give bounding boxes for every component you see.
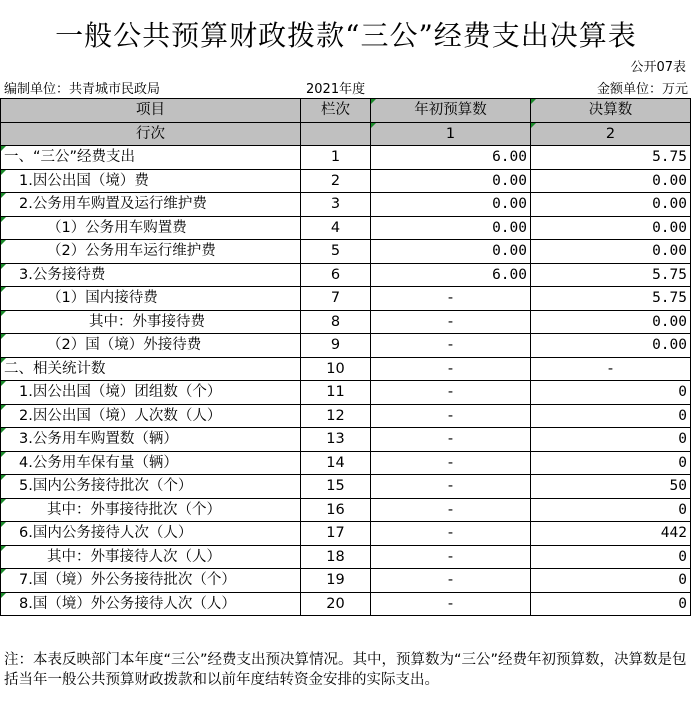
row-item: 1.因公出国（境）团组数（个） (1, 381, 301, 405)
row-final: 0.00 (531, 334, 691, 358)
row-final: - (531, 357, 691, 381)
row-item: 8.国（境）外公务接待人次（人） (1, 592, 301, 616)
row-final: 0.00 (531, 216, 691, 240)
row-final: 0 (531, 498, 691, 522)
table-row (1, 310, 691, 334)
row-item: 7.国（境）外公务接待批次（个） (1, 569, 301, 593)
row-number: 2 (301, 169, 371, 193)
row-number: 13 (301, 428, 371, 452)
row-item: 6.国内公务接待人次（人） (1, 522, 301, 546)
row-number: 1 (301, 146, 371, 170)
row-number: 3 (301, 193, 371, 217)
row-item: 二、相关统计数 (1, 357, 301, 381)
row-number: 10 (301, 357, 371, 381)
header-budget: 年初预算数 (371, 99, 531, 123)
row-number: 17 (301, 522, 371, 546)
row-final: 0 (531, 381, 691, 405)
row-item: 其中：外事接待批次（个） (1, 498, 301, 522)
header-final: 决算数 (531, 99, 691, 123)
row-number: 4 (301, 216, 371, 240)
row-number: 8 (301, 310, 371, 334)
table-row (1, 263, 691, 287)
table-row (1, 216, 691, 240)
index-budget: 1 (371, 122, 531, 146)
row-final: 0 (531, 592, 691, 616)
row-final: 0.00 (531, 169, 691, 193)
row-budget: - (371, 404, 531, 428)
compiling-unit: 编制单位：共青城市民政局 (4, 82, 161, 97)
table-header-row (1, 99, 691, 123)
row-item: 一、“三公”经费支出 (1, 146, 301, 170)
row-final: 5.75 (531, 287, 691, 311)
row-final: 0.00 (531, 310, 691, 334)
row-item: 2.因公出国（境）人次数（人） (1, 404, 301, 428)
row-number: 15 (301, 475, 371, 499)
row-budget: 6.00 (371, 263, 531, 287)
row-final: 5.75 (531, 146, 691, 170)
report-header (0, 52, 692, 96)
row-final: 0.00 (531, 193, 691, 217)
row-item: 3.公务用车购置数（辆） (1, 428, 301, 452)
row-number: 11 (301, 381, 371, 405)
row-number: 12 (301, 404, 371, 428)
row-number: 14 (301, 451, 371, 475)
table-row (1, 146, 691, 170)
table-row (1, 451, 691, 475)
row-budget: - (371, 310, 531, 334)
row-budget: - (371, 451, 531, 475)
row-item: （2）国（境）外接待费 (1, 334, 301, 358)
row-budget: - (371, 545, 531, 569)
row-budget: 0.00 (371, 240, 531, 264)
expenditure-table (0, 98, 691, 616)
row-final: 0.00 (531, 240, 691, 264)
row-item: 1.因公出国（境）费 (1, 169, 301, 193)
row-final: 0 (531, 569, 691, 593)
table-row (1, 169, 691, 193)
row-budget: - (371, 381, 531, 405)
index-item: 行次 (1, 122, 301, 146)
table-row (1, 522, 691, 546)
row-item: 4.公务用车保有量（辆） (1, 451, 301, 475)
row-final: 50 (531, 475, 691, 499)
row-final: 0 (531, 428, 691, 452)
row-budget: - (371, 498, 531, 522)
table-row (1, 498, 691, 522)
table-row (1, 240, 691, 264)
row-number: 18 (301, 545, 371, 569)
header-no: 栏次 (301, 99, 371, 123)
row-number: 5 (301, 240, 371, 264)
table-row (1, 545, 691, 569)
row-budget: - (371, 522, 531, 546)
row-number: 9 (301, 334, 371, 358)
table-row (1, 334, 691, 358)
row-budget: - (371, 569, 531, 593)
header-item: 项目 (1, 99, 301, 123)
index-row (1, 122, 691, 146)
table-row (1, 404, 691, 428)
row-item: （1）公务用车购置费 (1, 216, 301, 240)
row-budget: 0.00 (371, 193, 531, 217)
row-item: （2）公务用车运行维护费 (1, 240, 301, 264)
row-final: 0 (531, 451, 691, 475)
table-row (1, 193, 691, 217)
index-no (301, 122, 371, 146)
row-item: （1）国内接待费 (1, 287, 301, 311)
page-title: 一般公共预算财政拨款“三公”经费支出决算表 (55, 19, 637, 52)
row-item: 其中：外事接待人次（人） (1, 545, 301, 569)
table-row (1, 592, 691, 616)
money-unit: 金额单位：万元 (596, 82, 688, 97)
footnote: 注：本表反映部门本年度“三公”经费支出预决算情况。其中，预算数为“三公”经费年初预算数，决算数是包括当年一般公共预算财政拨款和以前年度结转资金安排的实际支出。 (4, 652, 687, 688)
table-code: 公开07表 (630, 60, 686, 75)
row-item: 5.国内公务接待批次（个） (1, 475, 301, 499)
row-budget: 0.00 (371, 169, 531, 193)
row-final: 442 (531, 522, 691, 546)
table-row (1, 569, 691, 593)
row-budget: - (371, 592, 531, 616)
row-budget: - (371, 357, 531, 381)
row-number: 19 (301, 569, 371, 593)
row-number: 20 (301, 592, 371, 616)
row-number: 16 (301, 498, 371, 522)
row-number: 7 (301, 287, 371, 311)
table-row (1, 357, 691, 381)
row-item: 3.公务接待费 (1, 263, 301, 287)
row-number: 6 (301, 263, 371, 287)
report-year: 2021年度 (306, 82, 366, 97)
row-budget: 0.00 (371, 216, 531, 240)
table-row (1, 475, 691, 499)
table-row (1, 428, 691, 452)
row-final: 5.75 (531, 263, 691, 287)
row-final: 0 (531, 545, 691, 569)
table-row (1, 287, 691, 311)
row-final: 0 (531, 404, 691, 428)
row-budget: - (371, 428, 531, 452)
row-budget: - (371, 287, 531, 311)
table-row (1, 381, 691, 405)
row-item: 2.公务用车购置及运行维护费 (1, 193, 301, 217)
index-final: 2 (531, 122, 691, 146)
row-budget: - (371, 475, 531, 499)
row-budget: 6.00 (371, 146, 531, 170)
row-item: 其中：外事接待费 (1, 310, 301, 334)
row-budget: - (371, 334, 531, 358)
